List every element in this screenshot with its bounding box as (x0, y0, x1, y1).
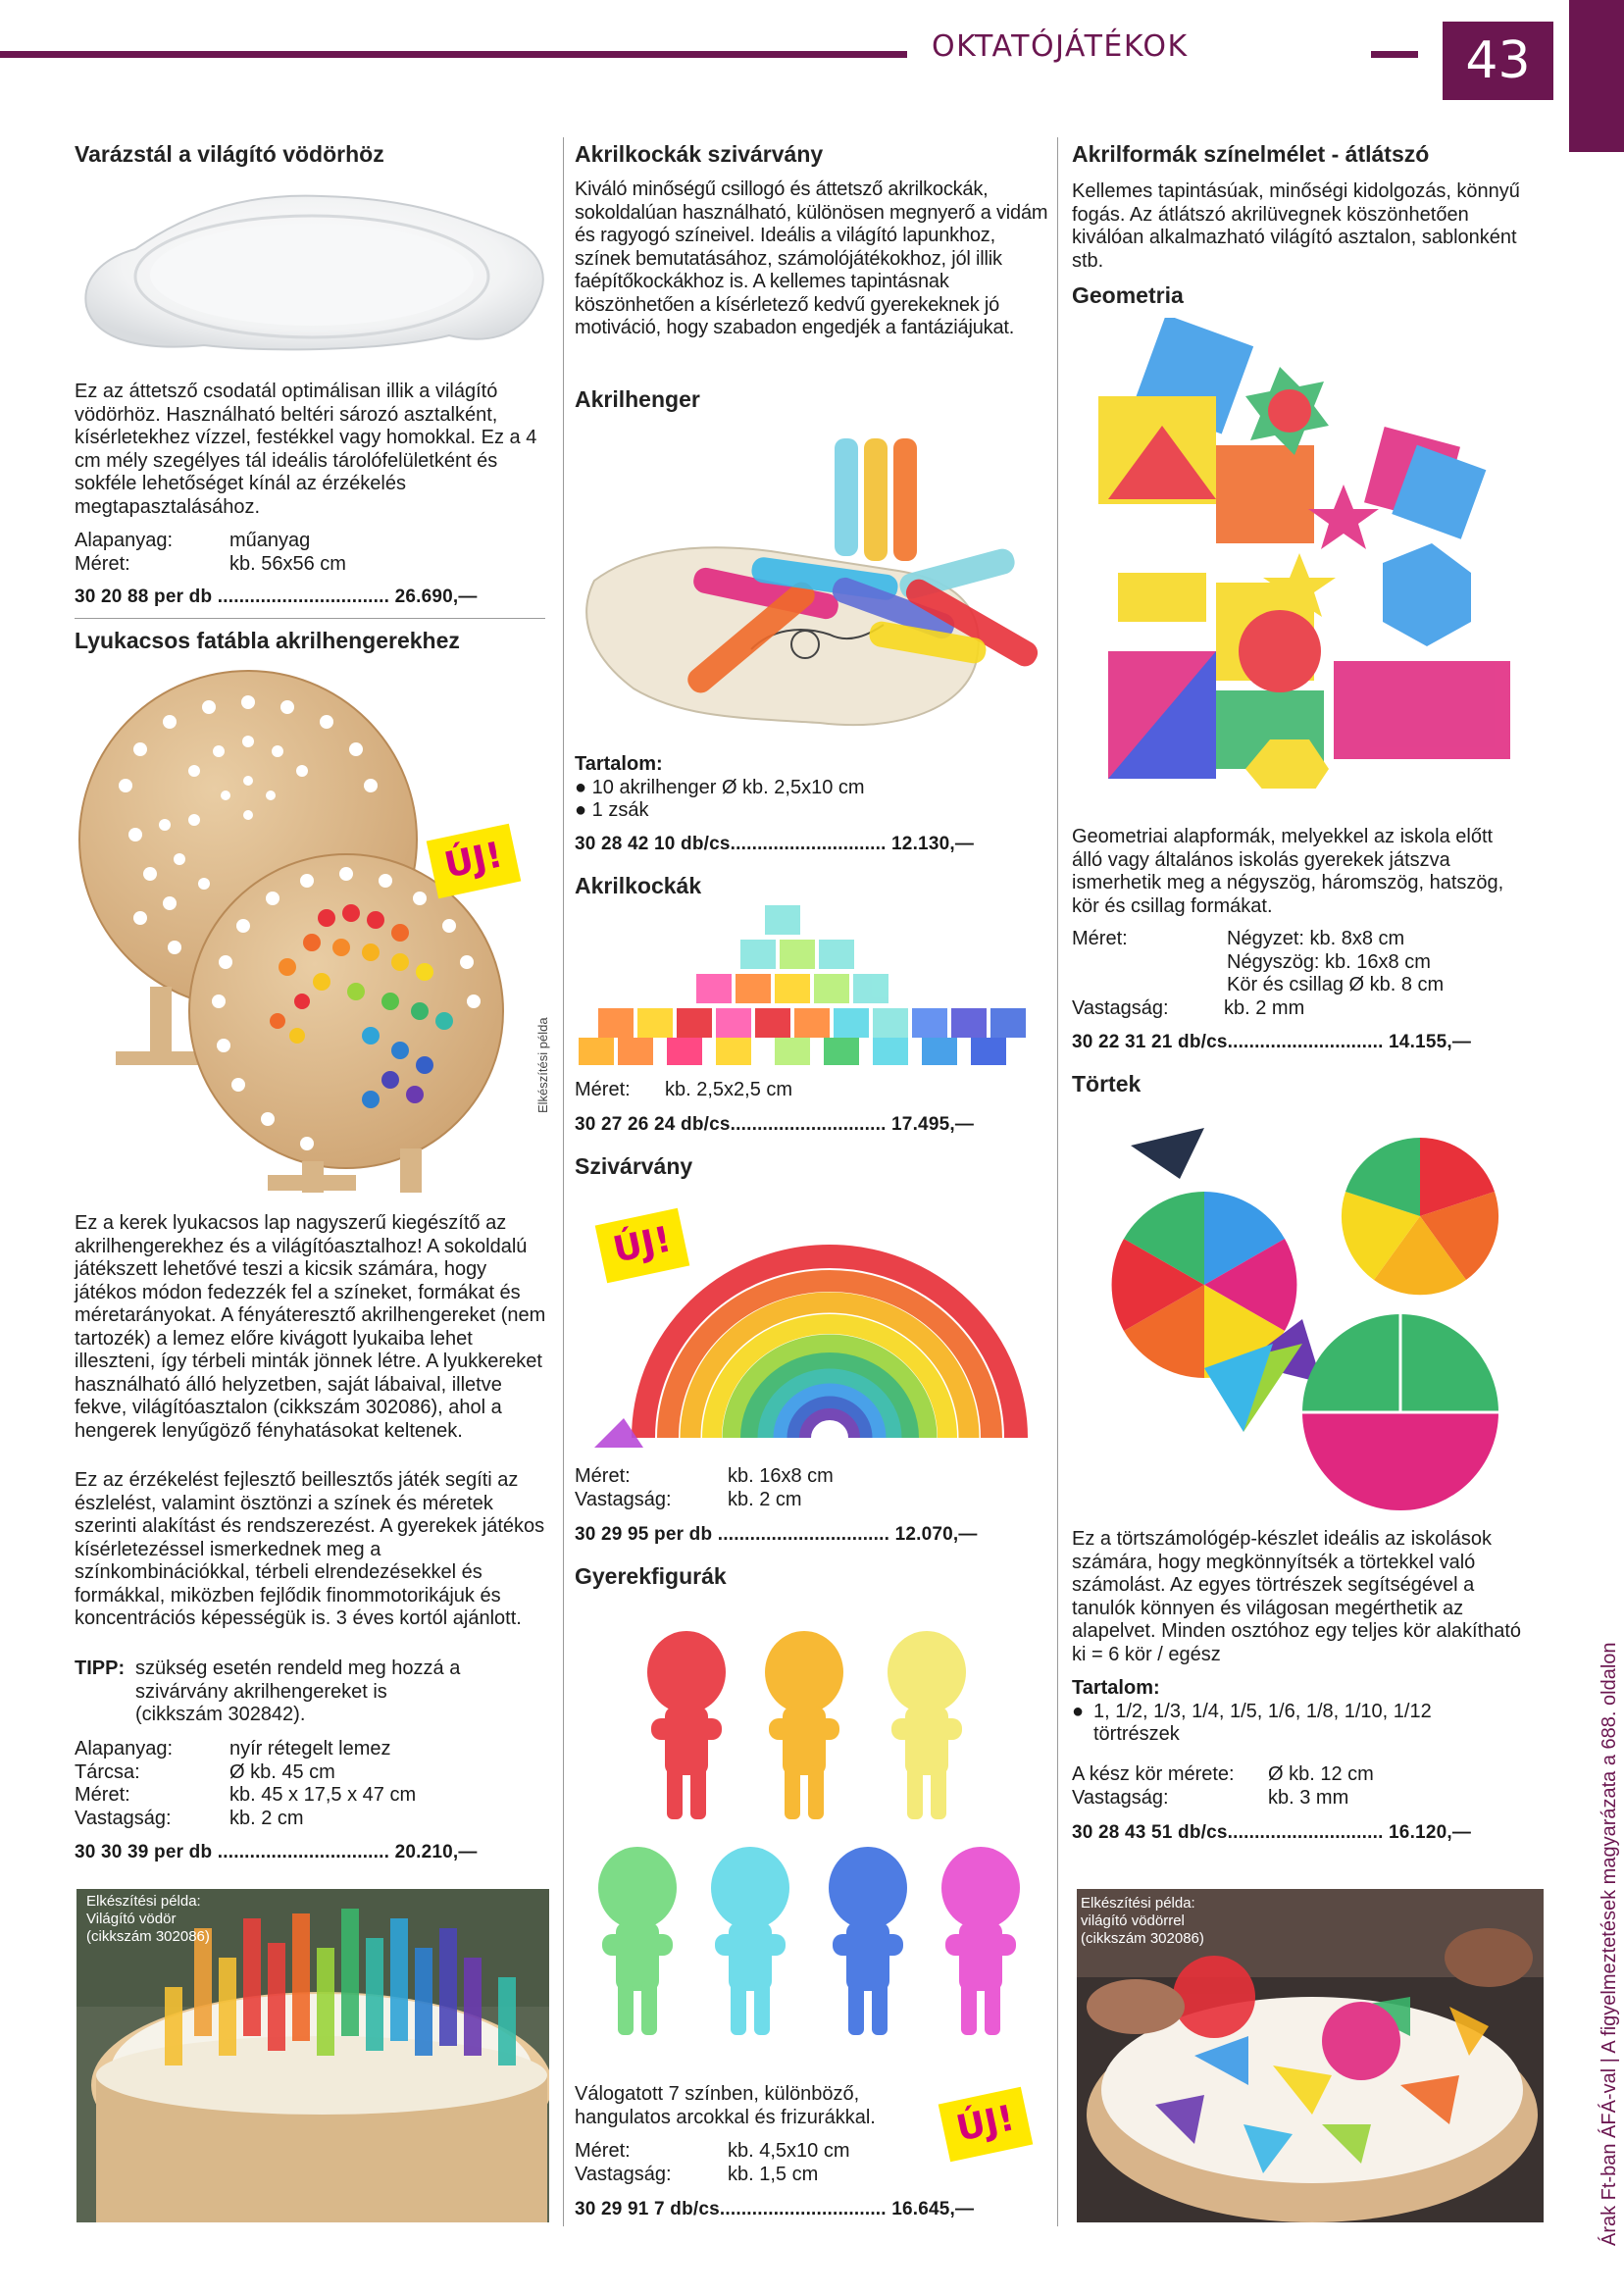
size-value: Négyzet: kb. 8x8 cm (1227, 928, 1405, 949)
spec-label: Méret: (75, 552, 130, 575)
contents-item: 1, 1/2, 1/3, 1/4, 1/5, 1/6, 1/8, 1/10, 1/12 törtrészek (1093, 1700, 1432, 1745)
spec-label: Vastagság: (575, 2163, 672, 2185)
spec-value: Ø kb. 12 cm (1268, 1763, 1374, 1785)
spec-label: Méret: (575, 1465, 631, 1487)
spec-label: Alapanyag: (75, 1738, 174, 1760)
spec-label: Méret: (75, 1784, 130, 1806)
spec-label: Alapanyag: (75, 530, 174, 551)
board-description-2: Ez az érzékelést fejlesztő beillesztős játék segíti az észlelést, valamint ösztönzi a színek és méretek szerinti alakítást és rendszerezést. A gyerekek játékos kísérletezéssel ismerkednek meg a színkombinációkkal, térbeli elrendezésekkel és formákkal, miközben fejlődik finommotorikájuk és koncentrációs képességük is. 3 éves kortól ajánlott. (75, 1469, 545, 1629)
geometry-price-line: 30 22 31 21 db/cs............................. 14.155,— (1072, 1032, 1472, 1052)
fractions-image (1077, 1118, 1538, 1510)
spec-value: kb. 16x8 cm (728, 1465, 834, 1487)
spec-value: műanyag (229, 530, 311, 551)
header-rule-right (1371, 51, 1418, 58)
spec-label: Tárcsa: (75, 1760, 140, 1783)
page-edge-bar (1569, 0, 1624, 152)
tray-separator (75, 618, 545, 619)
column-divider-2 (1057, 137, 1058, 2226)
tray-price-line: 30 20 88 per db ................................ 26.690,— (75, 586, 478, 607)
column-divider-1 (563, 137, 564, 2226)
spec-label: Vastagság: (1072, 1786, 1169, 1809)
board-description-1: Ez a kerek lyukacsos lap nagyszerű kiegészítő az akrilhengerekhez és a világítóasztalhoz! A sokoldalú játékszett lehetővé teszi a kicsik számára, hogy játékos módon fedezzék fel a színeket, formákat és méretarányokat. A fényáteresztő akrilhengereket (nem tartozék) a lemez előre kivágott lyukaiba lehet illeszteni, így térbeli minták jönnek létre. A lyukkereket használható álló helyzetben, saját lábaival, illetve fekve, világítóasztalon (cikkszám 302086), ahol a hengerek lenyűgöző fényhatásokat keltenek. (75, 1212, 546, 1442)
spec-label: Vastagság: (75, 1807, 172, 1829)
rainbow-cubes-description: Kiváló minőségű csillogó és áttetsző akrilkockák, sokoldalúan használható, különösen megnyerő a vidám és ragyogó színeivel. Ideális a világító lapunkhoz, színek bemutatásához, számolójátékokhoz, jól illik faépítőkockákhoz is. A kellemes tapintásnak köszönhetően a kísérletező kedvű gyerekeknek jó motiváció, hogy szabadon engedjék a fantáziájukat. (575, 178, 1048, 338)
page-number: 43 (1443, 22, 1553, 100)
spec-value: kb. 4,5x10 cm (728, 2140, 850, 2162)
rainbow-image (584, 1202, 1045, 1457)
geometry-specs (1072, 928, 1444, 1020)
board-price-line: 30 30 39 per db ................................ 20.210,— (75, 1842, 478, 1862)
thickness-label: Vastagság: (1072, 996, 1169, 1019)
contents-label: Tartalom: (575, 753, 663, 775)
spec-value: kb. 56x56 cm (229, 552, 346, 575)
cylinder-price-line: 30 28 42 10 db/cs............................. 12.130,— (575, 834, 975, 854)
spec-value: nyír rétegelt lemez (229, 1738, 391, 1760)
figures-new-badge: ÚJ! (939, 2087, 1034, 2163)
contents-label: Tartalom: (1072, 1677, 1160, 1699)
spec-value: kb. 2 cm (229, 1807, 304, 1829)
tray-image (76, 188, 555, 355)
tray-title: Varázstál a világító vödörhöz (75, 141, 384, 167)
header-rule-left (0, 51, 907, 58)
rainbow-specs (575, 1465, 834, 1511)
spec-value: kb. 2,5x2,5 cm (665, 1079, 793, 1100)
cylinder-image (575, 424, 1047, 747)
fractions-photo-caption: Elkészítési példa: világító vödörrel (cikkszám 302086) (1081, 1895, 1204, 1947)
thickness-value: kb. 2 mm (1224, 996, 1305, 1019)
board-title: Lyukacsos fatábla akrilhengerekhez (75, 628, 460, 653)
shapes-title: Akrilformák színelmélet - átlátszó (1072, 141, 1430, 167)
fractions-price-line: 30 28 43 51 db/cs............................. 16.120,— (1072, 1822, 1472, 1843)
figures-price-line: 30 29 91 7 db/cs............................... 16.645,— (575, 2199, 975, 2219)
spec-value: kb. 45 x 17,5 x 47 cm (229, 1784, 417, 1806)
cylinder-title: Akrilhenger (575, 386, 700, 412)
spec-label: A kész kör mérete: (1072, 1763, 1235, 1785)
spec-value: kb. 3 mm (1268, 1786, 1349, 1809)
spec-label: Méret: (575, 2140, 631, 2162)
fractions-description: Ez a törtszámológép-készlet ideális az iskolások számára, hogy megkönnyítsék a törtekkel való számolást. Az egyes törtrészek segítségével a tanulók könnyen és világosan megérthetik az alapelvet. Minden osztóhoz egy teljes kör alakítható ki = 6 kör / egész (1072, 1528, 1522, 1665)
geometry-subtitle: Geometria (1072, 282, 1184, 308)
cubes-specs (575, 1079, 792, 1102)
spec-value: kb. 1,5 cm (728, 2163, 819, 2185)
fractions-contents: Tartalom: ● 1, 1/2, 1/3, 1/4, 1/5, 1/6, 1/8, 1/10, 1/12 törtrészek (1072, 1677, 1533, 1747)
contents-item: 10 akrilhenger Ø kb. 2,5x10 cm (591, 776, 865, 798)
figures-specs (575, 2140, 850, 2186)
figures-description: Válogatott 7 színben, különböző, hangulatos arcokkal és frizurákkal. (575, 2083, 876, 2128)
section-title: OKTATÓJÁTÉKOK (932, 29, 1189, 64)
tip-label: TIPP: (75, 1658, 126, 1679)
cubes-image (579, 900, 1047, 1067)
fractions-title: Törtek (1072, 1071, 1142, 1096)
rainbow-title: Szivárvány (575, 1153, 693, 1179)
price-note-sidebar: Árak Ft-ban ÁFÁ-val | A figyelmeztetések magyarázata a 688. oldalon (1599, 1642, 1620, 2246)
contents-item: 1 zsák (591, 799, 649, 821)
board-photo-caption: Elkészítési példa: Világító vödör (cikkszám 302086) (86, 1893, 210, 1945)
board-new-badge: ÚJ! (427, 824, 522, 899)
spec-label: Vastagság: (575, 1488, 672, 1510)
shapes-description: Kellemes tapintásúak, minőségi kidolgozás, könnyű fogás. Az átlátszó akrilüvegnek köszönhetően kiválóan alkalmazható világító asztalon, sablonként stb. (1072, 180, 1520, 272)
board-example-note: Elkészítési példa (535, 1017, 550, 1113)
rainbow-price-line: 30 29 95 per db ................................ 12.070,— (575, 1524, 978, 1545)
cylinder-contents: Tartalom: ● 10 akrilhenger Ø kb. 2,5x10 cm ● 1 zsák (575, 753, 865, 821)
spec-value: kb. 2 cm (728, 1488, 802, 1510)
figures-image (579, 1618, 1047, 2055)
tray-description: Ez az áttetsző csodatál optimálisan illik a világító vödörhöz. Használható beltéri sározó asztalként, kísérletekhez vízzel, festékkel vagy homokkal. Ez a 4 cm mély szegélyes tál ideális tárolófelületként és sokféle lehetőséget kínál az érzékelés megtapasztalásához. (75, 381, 537, 518)
size-label: Méret: (1072, 928, 1128, 949)
spec-value: Ø kb. 45 cm (229, 1760, 335, 1783)
cubes-title: Akrilkockák (575, 873, 702, 898)
size-value: Négyszög: kb. 16x8 cm (1227, 950, 1431, 973)
tray-specs (75, 530, 346, 576)
board-tip (75, 1658, 551, 1727)
cubes-price-line: 30 27 26 24 db/cs............................. 17.495,— (575, 1114, 975, 1135)
figures-title: Gyerekfigurák (575, 1563, 727, 1589)
spec-label: Méret: (575, 1079, 631, 1100)
board-image (76, 663, 537, 1193)
rainbow-cubes-title: Akrilkockák szivárvány (575, 141, 824, 167)
tip-text: szükség esetén rendeld meg hozzá a szivárvány akrilhengereket is (cikkszám 302842). (135, 1658, 461, 1725)
size-value: Kör és csillag Ø kb. 8 cm (1227, 974, 1445, 995)
geometry-image (1089, 318, 1540, 789)
fractions-specs (1072, 1763, 1374, 1810)
board-specs (75, 1738, 416, 1830)
geometry-description: Geometriai alapformák, melyekkel az iskola előtt álló vagy általános iskolás gyerekek játszva ismerhetik meg a négyszög, háromszög, hatszög, kör és csillag formákat. (1072, 826, 1504, 917)
rainbow-new-badge: ÚJ! (595, 1208, 690, 1284)
